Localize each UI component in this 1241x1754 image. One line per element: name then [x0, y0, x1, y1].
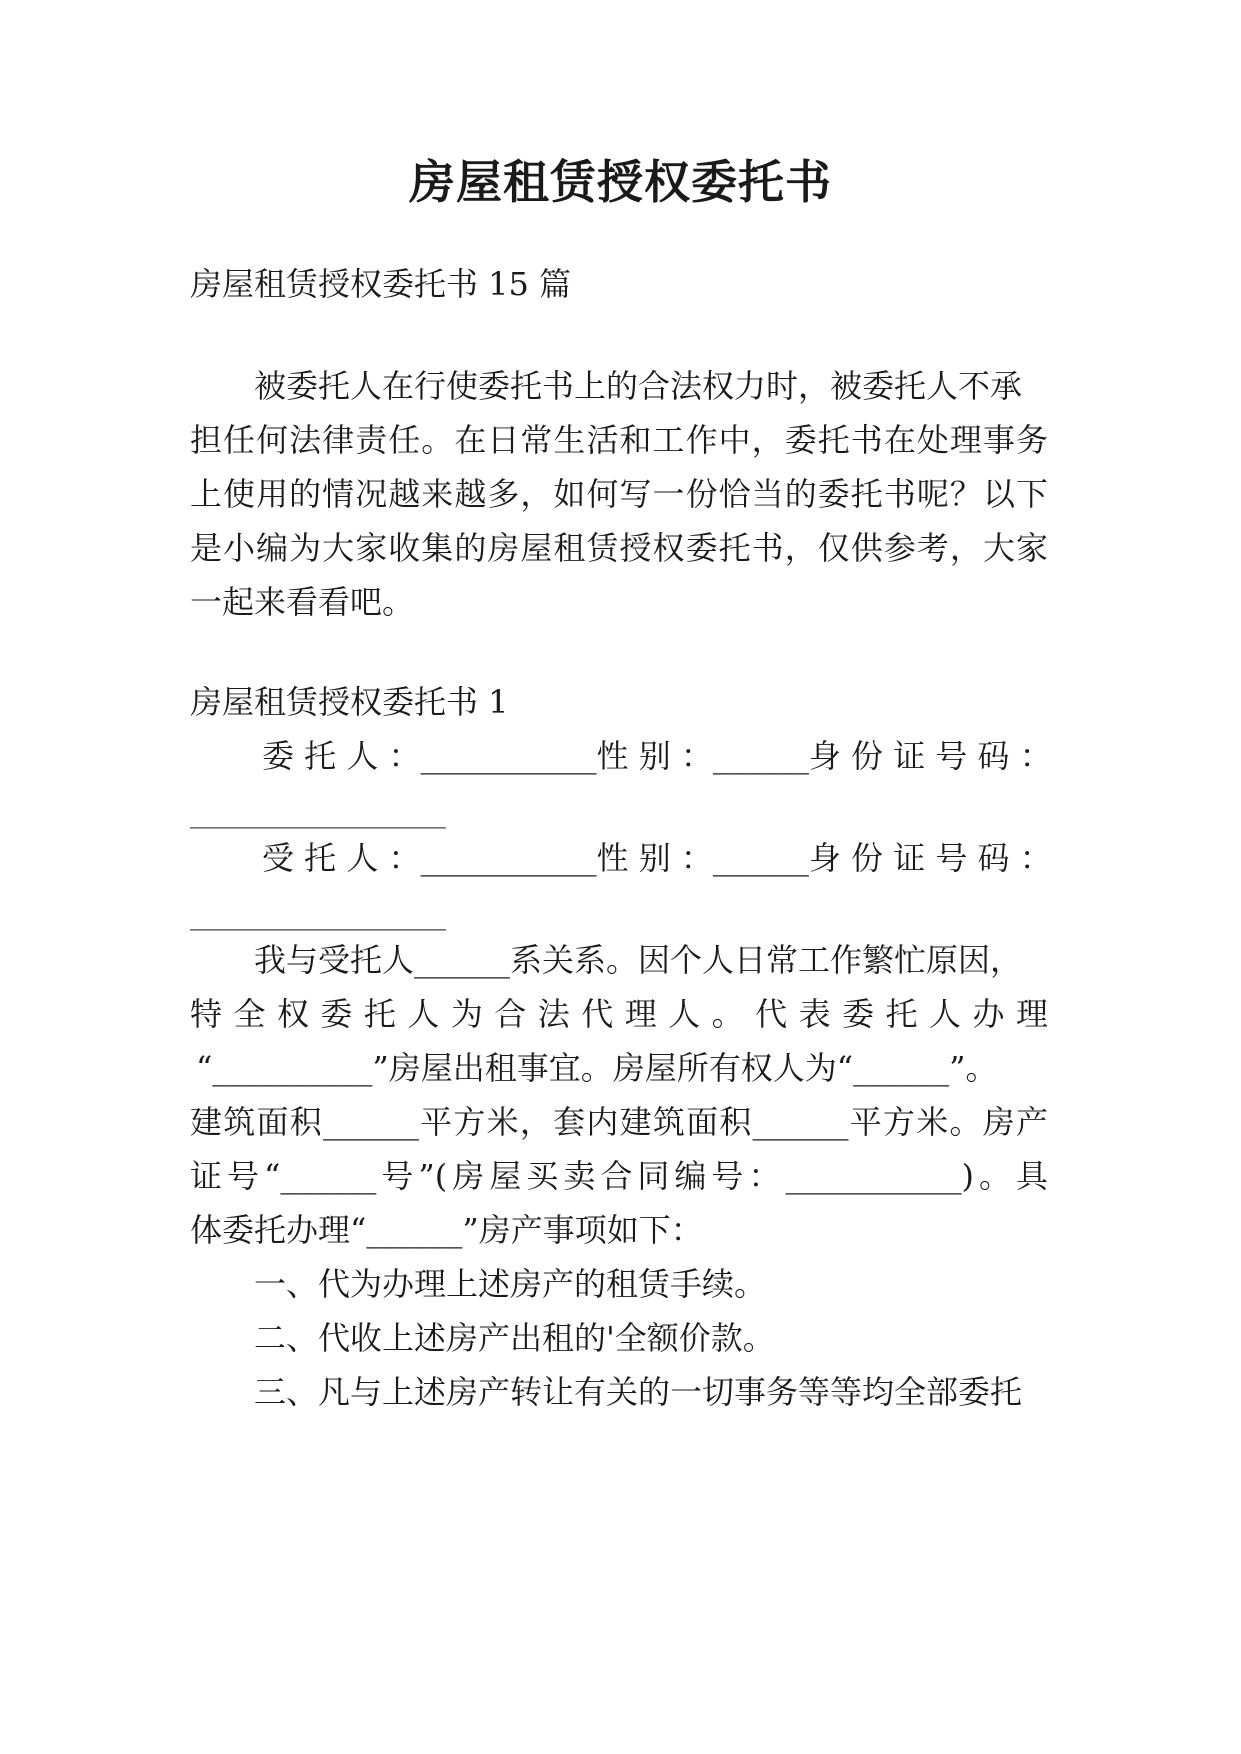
intro-line-2: 担任何法律责任。在日常生活和工作中，委托书在处理事务 [190, 421, 1048, 459]
item-1: 一、代为办理上述房产的租赁手续。 [254, 1265, 767, 1303]
body-line-5: 证号“______号”(房屋买卖合同编号：___________)。具 [190, 1157, 1048, 1195]
intro-line-3: 上使用的情况越来越多，如何写一份恰当的委托书呢？以下 [190, 475, 1048, 513]
intro-line-1: 被委托人在行使委托书上的合法权力时，被委托人不承 [254, 367, 1023, 405]
item-3: 三、凡与上述房产转让有关的一切事务等等均全部委托 [254, 1373, 1023, 1411]
item-2: 二、代收上述房产出租的'全额价款。 [254, 1319, 775, 1357]
intro-line-4: 是小编为大家收集的房屋租赁授权委托书，仅供参考，大家 [190, 529, 1048, 567]
document-title: 房屋租赁授权委托书 [409, 155, 832, 209]
document-subtitle: 房屋租赁授权委托书 15 篇 [190, 265, 572, 303]
principal-line: 委 托 人 ：___________性 别 ：______身 份 证 号 码 ： [262, 737, 1052, 775]
principal-id-blank: ________________ [190, 791, 446, 829]
body-line-1: 我与受托人______系关系。因个人日常工作繁忙原因， [254, 941, 1023, 979]
agent-id-blank: ________________ [190, 893, 446, 931]
body-line-6: 体委托办理“______”房产事项如下： [190, 1211, 703, 1249]
intro-line-5: 一起来看看吧。 [190, 583, 415, 621]
agent-line: 受 托 人 ：___________性 别 ：______身 份 证 号 码 ： [262, 839, 1052, 877]
body-line-2: 特 全 权 委 托 人 为 合 法 代 理 人 。 代 表 委 托 人 办 理 [190, 995, 1048, 1033]
body-line-4: 建筑面积______平方米，套内建筑面积______平方米。房产 [190, 1103, 1048, 1141]
body-line-3: “__________”房屋出租事宜。房屋所有权人为“______”。 [196, 1049, 998, 1087]
section-heading: 房屋租赁授权委托书 1 [190, 683, 509, 721]
